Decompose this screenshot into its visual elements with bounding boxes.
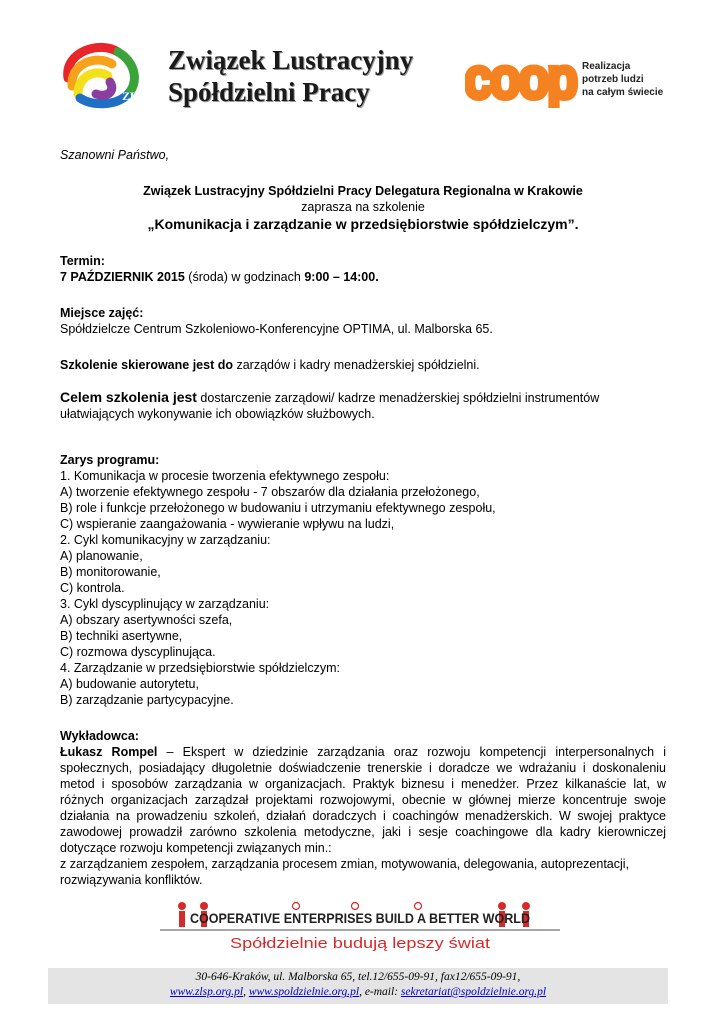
program-item: B) techniki asertywne, xyxy=(60,629,183,643)
program-item: 1. Komunikacja w procesie tworzenia efektywnego zespołu: xyxy=(60,469,390,483)
lecturer-section xyxy=(60,728,666,888)
audience-line xyxy=(60,357,666,373)
program-item: C) kontrola. xyxy=(60,581,125,595)
zlsp-logo xyxy=(60,38,152,110)
footer-email-label: , e-mail: xyxy=(359,986,401,998)
program-item: A) planowanie, xyxy=(60,549,143,563)
term-date: 7 PAŹDZIERNIK 2015 xyxy=(60,270,185,284)
banner-polish-text: Spółdzielnie budują lepszy świat xyxy=(230,935,491,952)
program-item: C) rozmowa dyscyplinująca. xyxy=(60,645,216,659)
training-title: „Komunikacja i zarządzanie w przedsiębiorstwie spółdzielczym”. xyxy=(147,216,579,232)
organization-title-line2: Spółdzielni Pracy xyxy=(168,77,370,107)
footer-link-zlsp[interactable]: www.zlsp.org.pl xyxy=(169,986,244,998)
audience-text: zarządów i kadry menadżerskiej spółdzielni. xyxy=(232,358,480,372)
place-text: Spółdzielcze Centrum Szkoleniowo-Konferencyjne OPTIMA, ul. Malborska 65. xyxy=(60,322,493,336)
program-item: A) tworzenie efektywnego zespołu - 7 obszarów dla działania przełożonego, xyxy=(60,485,480,499)
footer-separator: , xyxy=(243,986,249,998)
coop-logo xyxy=(465,53,580,108)
footer-link-spoldzielnie[interactable]: www.spoldzielnie.org.pl xyxy=(248,986,360,998)
program-item: B) role i funkcje przełożonego w budowaniu i utrzymaniu efektywnego zespołu, xyxy=(60,501,496,515)
program-item: 4. Zarządzanie w przedsiębiorstwie spółdzielczym: xyxy=(60,661,340,675)
lecturer-bio-cont: z zarządzaniem zespołem, zarządzania procesem zmian, motywowania, delegowania, autoprezentacji, rozwiązywania konfliktów. xyxy=(60,857,630,887)
place-label: Miejsce zajęć: xyxy=(60,306,144,320)
lecturer-bio-text: – Ekspert w dziedzinie zarządzania oraz rozwoju kompetencji interpersonalnych i społecznych, posiadający długoletnie doświadczenie trenerskie i doradcze we wdrażaniu i doskonaleniu metod i sposobów zarządzania w organizacjach. Praktyk biznesu i menedżer. Przez kilkanaście lat, w różnych organizacjach zarządzał projektami rozwojowymi, obecnie w głównej mierze koncentruje swoje działania na prowadzeniu szkoleń, działań doradczych i coachingów menadżerskich. W swojej praktyce zawodowej prowadził zarówno szkolenia metodyczne, jaki i sesje coachingowe dla kadry kierowniczej dotyczące rozwoju kompetencji związanych min.: xyxy=(60,745,666,855)
invite-line: zaprasza na szkolenie xyxy=(301,200,425,214)
coop-tagline-line2: potrzeb ludzi xyxy=(582,74,644,85)
coop-tagline xyxy=(582,60,663,99)
program-item: 3. Cykl dyscyplinujący w zarządzaniu: xyxy=(60,597,270,611)
banner-english-text: COOPERATIVE ENTERPRISES BUILD A BETTER WORLD xyxy=(190,910,530,926)
lecturer-bio xyxy=(60,744,666,856)
program-item: A) obszary asertywności szefa, xyxy=(60,613,233,627)
term-time: 9:00 – 14:00. xyxy=(304,270,379,284)
cooperative-banner xyxy=(160,898,560,956)
footer-links xyxy=(48,985,668,1000)
footer-email-link[interactable]: sekretariat@spoldzielnie.org.pl xyxy=(400,986,547,998)
coop-logo-text: coop xyxy=(465,53,577,108)
organization-title xyxy=(168,44,413,108)
organization-line: Związek Lustracyjny Spółdzielni Pracy Delegatura Regionalna w Krakowie xyxy=(143,184,583,198)
program-item: B) monitorowanie, xyxy=(60,565,161,579)
coop-tagline-line3: na całym świecie xyxy=(582,87,664,98)
zlsp-logo-text: ZLSP xyxy=(122,89,152,103)
term-label: Termin: xyxy=(60,254,105,268)
goal-paragraph xyxy=(60,389,666,422)
program-section xyxy=(60,452,666,708)
program-item: C) wspieranie zaangażowania - wywieranie wpływu na ludzi, xyxy=(60,517,395,531)
term-section xyxy=(60,253,666,285)
program-item: 2. Cykl komunikacyjny w zarządzaniu: xyxy=(60,533,271,547)
organization-title-line1: Związek Lustracyjny xyxy=(168,45,414,75)
place-section xyxy=(60,305,666,337)
term-line xyxy=(60,269,666,285)
letter-body xyxy=(60,147,666,888)
coop-tagline-line1: Realizacja xyxy=(582,61,631,72)
lecturer-label: Wykładowca: xyxy=(60,729,139,743)
footer-address: 30-646-Kraków, ul. Malborska 65, tel.12/655-09-91, fax12/655-09-91, xyxy=(195,971,521,983)
greeting: Szanowni Państwo, xyxy=(60,148,170,162)
program-label: Zarys programu: xyxy=(60,453,160,467)
goal-text: dostarczenie zarządowi/ kadrze menadżerskiej spółdzielni instrumentów ułatwiających wykonywanie ich obowiązków służbowych. xyxy=(60,391,600,421)
goal-label: Celem szkolenia jest xyxy=(60,389,197,405)
term-mid: (środa) w godzinach xyxy=(184,270,305,284)
program-item: A) budowanie autorytetu, xyxy=(60,677,199,691)
lecturer-name: Łukasz Rompel xyxy=(60,745,158,759)
footer xyxy=(48,968,668,1004)
audience-label: Szkolenie skierowane jest do xyxy=(60,358,233,372)
program-item: B) zarządzanie partycypacyjne. xyxy=(60,693,234,707)
